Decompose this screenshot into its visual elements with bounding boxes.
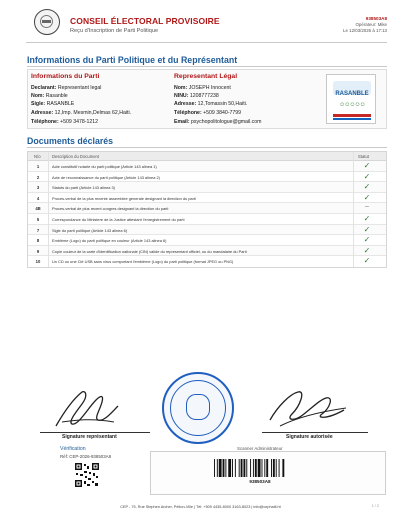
authorized-signature-label: Signature autorisée: [286, 434, 333, 440]
doc-description: Sigle du parti politique (Article 143 alinea 6): [52, 227, 128, 233]
rep-ninu: NINU: 1208777238: [174, 93, 219, 99]
party-address: Adresse: 12,Imp. Mesmin,Delmas 62,Haiti.: [31, 110, 132, 116]
rep-email: Email: psychopolitologue@gmail.com: [174, 119, 262, 125]
doc-number: 7: [36, 227, 40, 233]
doc-number: 10: [35, 259, 41, 265]
representative-signature-label: Signature représentant: [62, 434, 117, 440]
check-icon: ✓: [363, 182, 371, 192]
doc-description: Acte de reconnaissance du parti politique (Article 143 alinea 2): [52, 174, 160, 180]
check-icon: ✓: [363, 192, 371, 202]
col-desc-header: Description du Document: [52, 154, 100, 159]
doc-description: Un CD ou une Clé USB sans virus comportant l'emblème (Logo) du parti politique (format JPEG ou PNG): [52, 259, 234, 265]
table-row: [28, 246, 386, 257]
rep-name: Nom: JOSEPH Innocent: [174, 85, 231, 91]
check-icon: ✓: [363, 224, 371, 234]
people-icon: ☺☺☺☺☺: [339, 102, 365, 108]
table-row: [28, 182, 386, 193]
cep-seal-logo: [34, 9, 60, 35]
table-row: [28, 203, 386, 214]
table-row: [28, 193, 386, 204]
official-stamp: [162, 372, 234, 444]
col-status-header: Statut: [358, 154, 369, 159]
section-docs-divider: [27, 147, 387, 148]
operator-text: Opérateur: Mike: [355, 22, 387, 27]
documents-table: [27, 151, 387, 268]
col-num-header: N/o: [34, 154, 41, 159]
party-name: Nom: Rasanble: [31, 93, 68, 99]
doc-description: Emblème (Logo) du parti politique en couleur (Article 143 alinea 6): [52, 238, 167, 244]
authorized-signature-mark: [264, 384, 350, 432]
check-icon: ✓: [363, 245, 371, 255]
doc-number: 1: [36, 164, 40, 169]
dash-icon: –: [365, 203, 369, 211]
party-declarant: Declarant: Representant legal: [31, 85, 102, 91]
check-icon: ✓: [363, 256, 371, 266]
party-phone: Téléphone: +509 3478-1212: [31, 119, 99, 125]
table-row: [28, 172, 386, 183]
doc-description: Acte constitutif notarie du parti politique (Article 143 alinea 1): [52, 164, 157, 169]
check-icon: ✓: [363, 161, 371, 170]
left-signature-line: [40, 432, 150, 433]
scanner-label: Scanner Administrateur: [237, 446, 283, 451]
footer-text: CEP - 75, Rue Stephen Archer, Pétion-Ville | Tél: +509 4435-8000 3163-8023 | info@cephaiti.ht: [120, 505, 281, 509]
rep-heading: Representant Légal: [174, 73, 238, 80]
doc-number: 8: [36, 238, 40, 244]
party-sigle: Sigle: RASANBLE: [31, 101, 75, 107]
doc-description: Proces-verbal de la plus recente assemblee generale designant la direction du parti: [52, 195, 196, 201]
header-meta: [343, 16, 387, 34]
org-title: CONSEIL ÉLECTORAL PROVISOIRE: [70, 16, 220, 26]
doc-description: Statuts du parti (Article 143 alinea 3): [52, 185, 115, 191]
page-number: 1 / 2: [371, 504, 379, 508]
datetime-text: Le 12/03/2026 à 17:13: [343, 28, 387, 33]
section-info-title: Informations du Parti Politique et du Représentant: [27, 55, 238, 65]
header-divider: [26, 42, 387, 43]
doc-number: 4B: [35, 206, 41, 212]
check-icon: ✓: [363, 171, 371, 181]
receipt-subtitle: Reçu d'Inscription de Parti Politique: [70, 28, 159, 34]
doc-description: Correspondance du Ministere de la Justice attestant l'enregistrement du parti: [52, 216, 185, 222]
rep-address: Adresse: 12,Tomassin 50,Haiti.: [174, 101, 248, 107]
table-row: [28, 161, 386, 172]
check-icon: ✓: [363, 213, 371, 223]
doc-description: Proces-verbal de plus recent congres designant la direction du parti: [52, 206, 169, 212]
doc-description: Copie couleur de la carte d'identification nationale (CIN) valide du representant officiel, ou du mandataire du Parti: [52, 248, 247, 254]
rep-phone: Téléphone: +509 3840-7799: [174, 110, 242, 116]
check-icon: ✓: [363, 235, 371, 245]
barcode-icon: [214, 459, 306, 477]
party-logo: [326, 74, 376, 124]
doc-number: 2: [36, 174, 40, 180]
receipt-ref: 938503A8: [365, 16, 387, 21]
verification-title: Vérification: [60, 446, 86, 452]
doc-number: 4: [36, 195, 40, 201]
representative-signature-mark: [52, 382, 122, 432]
table-row: [28, 235, 386, 246]
qr-code-icon: [74, 462, 100, 488]
party-logo-word: RASANBLE: [335, 91, 369, 97]
verification-ref: Réf: CEP-2026-938503A8: [60, 454, 112, 459]
section-docs-title: Documents déclarés: [27, 136, 114, 146]
right-signature-line: [262, 432, 368, 433]
doc-number: 5: [36, 216, 40, 222]
table-row: [28, 225, 386, 236]
doc-number: 3: [36, 185, 40, 191]
table-header: [28, 152, 386, 161]
party-heading: Informations du Parti: [31, 73, 100, 80]
section-info-divider: [27, 66, 387, 67]
barcode-code: 938503A8: [249, 479, 271, 484]
table-row: [28, 256, 386, 267]
doc-number: 9: [36, 248, 40, 254]
table-row: [28, 214, 386, 225]
